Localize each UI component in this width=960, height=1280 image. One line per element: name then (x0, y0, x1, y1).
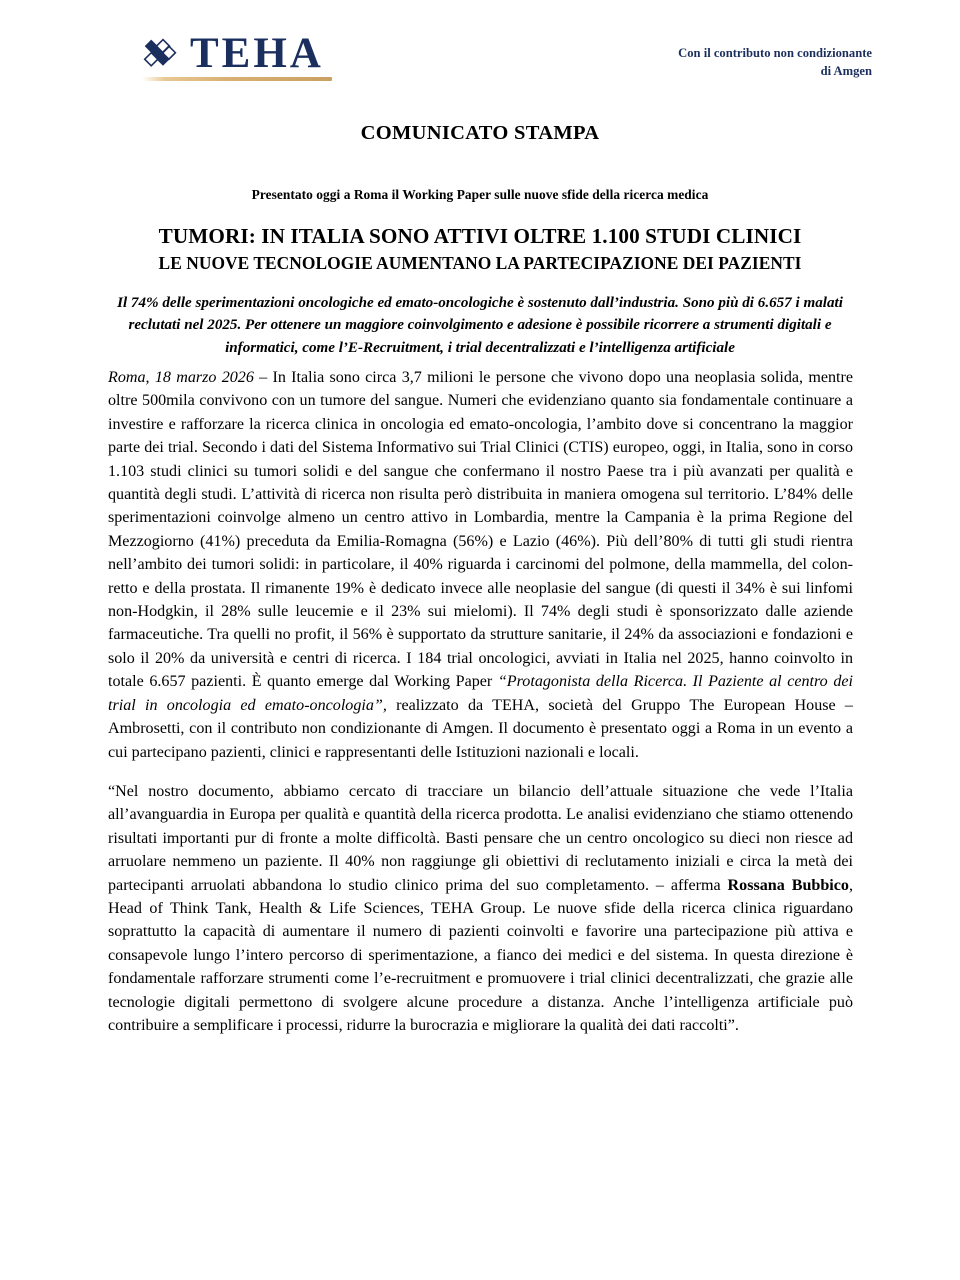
paragraph-quote (108, 780, 853, 1037)
logo-row (142, 30, 332, 77)
dateline: Roma, 18 marzo 2026 (108, 369, 254, 386)
quote-text-a: “Nel nostro documento, abbiamo cercato di tracciare un bilancio dell’attuale situazione che vede l’Italia all’avanguardia in Europa per qualità e quantità della ricerca prodotta. Le analisi evidenziano che stiamo ottenendo risultati importanti pur di fronte a molte difficoltà. Basti pensare che un centro oncologico su dieci non riesce ad arruolare nemmeno un paziente. Il 40% non raggiunge gli obiettivi di reclutamento iniziali e circa la metà dei partecipanti arruolati abbandona lo studio clinico prima del suo completamento. – afferma (108, 782, 853, 894)
body-copy (108, 366, 853, 1037)
document-type-title: COMUNICATO STAMPA (360, 122, 600, 144)
dateline-dash: – (253, 369, 273, 386)
standfirst-summary: Il 74% delle sperimentazioni oncologiche ed emato-oncologiche è sostenuto dall’industria. Sono più di 6.657 i malati reclutati nel 2025. Per ottenere un maggiore coinvolgimento e adesione è possibile ricorrere a strumenti digitali e informatici, come l’E-Recruitment, i trial decentralizzati e l’intelligenza artificiale (117, 295, 843, 356)
kicker-line: Presentato oggi a Roma il Working Paper sulle nuove sfide della ricerca medica (251, 187, 709, 202)
contribution-note: Con il contributo non condizionante di Amgen (678, 46, 872, 79)
quote-speaker-name: Rossana Bubbico (727, 876, 849, 894)
working-paper-title: “Protagonista della Ricerca. Il Paziente al centro dei trial in oncologia ed emato-oncologia”, (108, 673, 853, 714)
quote-text-b: , Head of Think Tank, Health & Life Sciences, TEHA Group. Le nuove sfide della ricerca clinica riguardano soprattutto la capacità di aumentare il numero di pazienti coinvolti e favorire una partecipazione più attiva e consapevole lungo l’intero percorso di sperimentazione, a fianco dei medici e del sistema. In questa direzione è fondamentale rafforzare strumenti come l’e-recruitment e promuovere i trial clinici decentralizzati, che grazie alle tecnologie digitali permettono di svolgere alcune procedure a distanza. Anche l’intelligenza artificiale può contribuire a semplificare i processi, ridurre la burocrazia e migliorare la qualità dei dati raccolti”. (108, 876, 853, 1034)
paragraph-intro-text-b: realizzato da TEHA, società del Gruppo The European House – Ambrosetti, con il contributo non condizionante di Amgen. Il documento è presentato oggi a Roma in un evento a cui partecipano pazienti, clinici e rappresentanti delle Istituzioni nazionali e locali. (108, 696, 853, 761)
teha-diamond-lattice-mark (142, 37, 184, 71)
logo-underline-rule (142, 77, 332, 81)
title-block (88, 122, 872, 359)
teha-logo (142, 30, 332, 81)
paragraph-intro (108, 366, 853, 764)
paragraph-intro-text-a: In Italia sono circa 3,7 milioni le persone che vivono dopo una neoplasia solida, mentre oltre 500mila convivono con un tumore del sangue. Numeri che evidenziano quanto sia fondamentale continuare a investire e rafforzare la ricerca clinica in oncologia ed emato-oncologia, l’ambito dove si concentrano la maggior parte dei trial. Secondo i dati del Sistema Informativo sui Trial Clinici (CTIS) europeo, oggi, in Italia, sono in corso 1.103 studi clinici su tumori solidi e del sangue che confermano il nostro Paese tra i più avanzati per qualità e quantità degli studi. L’attività di ricerca non risulta però distribuita in maniera omogena sul territorio. L’84% delle sperimentazioni coinvolge almeno un centro attivo in Lombardia, mentre la Campania è la prima Regione del Mezzogiorno (41%) preceduta da Emilia-Romagna (56%) e Lazio (46%). Più dell’80% di tutti gli studi rientra nell’ambito dei tumori solidi: in particolare, il 40% riguarda i carcinomi del polmone, della mammella, del colon-retto e della prostata. Il rimanente 19% è dedicato invece alle neoplasie del sangue (di questi il 34% è sui linfomi non-Hodgkin, il 28% sulle leucemie e il 23% sui mielomi). Il 74% degli studi è sponsorizzato dalle aziende farmaceutiche. Tra quelli no profit, il 56% è supportato da strutture sanitarie, il 24% da associazioni e fondazioni e solo il 20% da università e centri di ricerca. I 184 trial oncologici, avviati in Italia nel 2025, hanno coinvolto in totale 6.657 pazienti. È quanto emerge dal Working Paper (108, 369, 854, 691)
teha-wordmark: TEHA (190, 30, 324, 77)
main-headline: TUMORI: IN ITALIA SONO ATTIVI OLTRE 1.100 STUDI CLINICI (158, 224, 802, 248)
sub-headline: LE NUOVE TECNOLOGIE AUMENTANO LA PARTECIPAZIONE DEI PAZIENTI (158, 253, 802, 273)
document-header (108, 30, 872, 106)
